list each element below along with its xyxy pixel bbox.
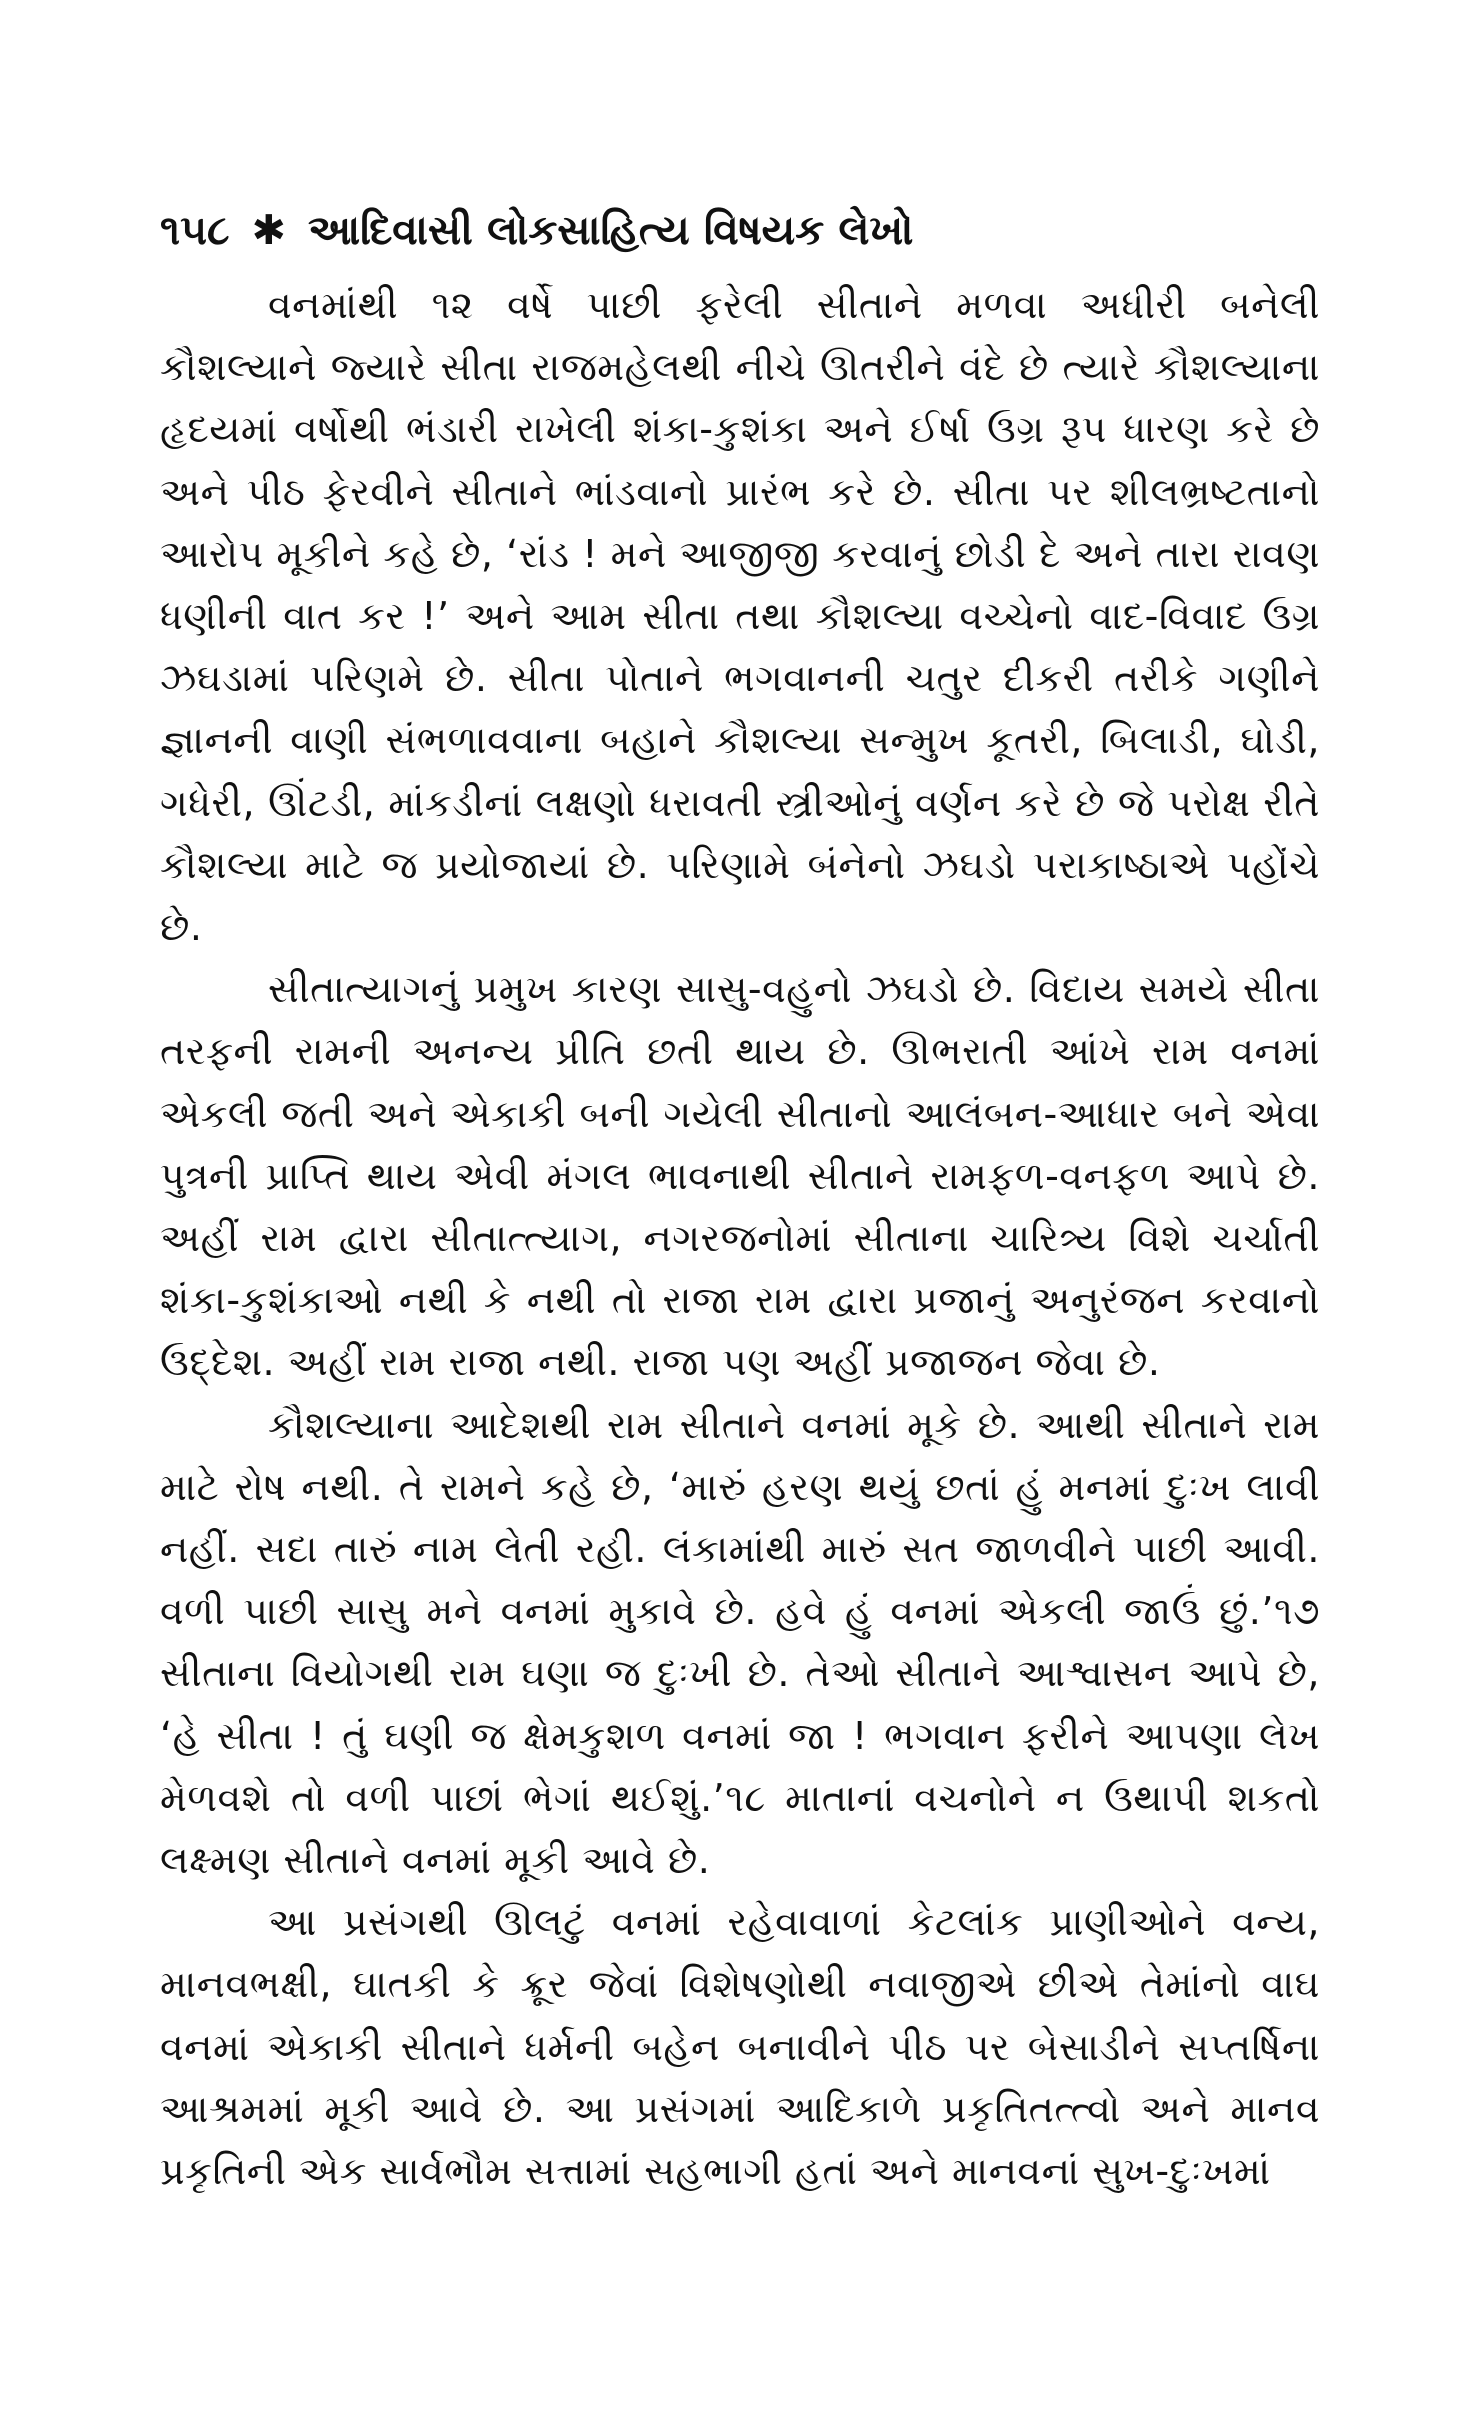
asterisk-separator-icon: ✱ <box>251 206 286 254</box>
book-page <box>160 200 1320 2202</box>
paragraph-2: સીતાત્યાગનું પ્રમુખ કારણ સાસુ-વહુનો ઝઘડો છે. વિદાય સમયે સીતા તરફની રામની અનન્ય પ્રીતિ છતી થાય છે. ઊભરાતી આંખે રામ વનમાં એકલી જતી અને એકાકી બની ગયેલી સીતાનો આલંબન-આધાર બને એવા પુત્રની પ્રાપ્તિ થાય એવી મંગલ ભાવનાથી સીતાને રામફળ-વનફળ આપે છે. અહીં રામ દ્વારા સીતાત્ત્યાગ, નગરજનોમાં સીતાના ચારિત્ર્ય વિશે ચર્ચાતી શંકા-કુશંકાઓ નથી કે નથી તો રાજા રામ દ્વારા પ્રજાનું અનુરંજન કરવાનો ઉદ્દેશ. અહીં રામ રાજા નથી. રાજા પણ અહીં પ્રજાજન જેવા છે. <box>160 967 1320 1385</box>
paragraph-1: વનમાંથી ૧૨ વર્ષે પાછી ફરેલી સીતાને મળવા અધીરી બનેલી કૌશલ્યાને જ્યારે સીતા રાજમહેલથી નીચે ઊતરીને વંદે છે ત્યારે કૌશલ્યાના હૃદયમાં વર્ષોથી ભંડારી રાખેલી શંકા-કુશંકા અને ઈર્ષા ઉગ્ર રૂપ ધારણ કરે છે અને પીઠ ફેરવીને સીતાને ભાંડવાનો પ્રારંભ કરે છે. સીતા પર શીલભ્રષ્ટતાનો આરોપ મૂકીને કહે છે, ‘રાંડ ! મને આજીજી કરવાનું છોડી દે અને તારા રાવણ ધણીની વાત કર !’ અને આમ સીતા તથા કૌશલ્યા વચ્ચેનો વાદ-વિવાદ ઉગ્ર ઝઘડામાં પરિણમે છે. સીતા પોતાને ભગવાનની ચતુર દીકરી તરીકે ગણીને જ્ઞાનની વાણી સંભળાવવાના બહાને કૌશલ્યા સન્મુખ કૂતરી, બિલાડી, ઘોડી, ગધેરી, ઊંટડી, માંકડીનાં લક્ષણો ધરાવતી સ્ત્રીઓનું વર્ણન કરે છે જે પરોક્ષ રીતે કૌશલ્યા માટે જ પ્રયોજાયાં છે. પરિણામે બંનેનો ઝઘડો પરાકાષ્ઠાએ પહોંચે છે. <box>160 283 1320 950</box>
body-text <box>160 274 1320 2202</box>
running-header <box>160 200 1320 260</box>
paragraph-4: આ પ્રસંગથી ઊલટું વનમાં રહેવાવાળાં કેટલાંક પ્રાણીઓને વન્ય, માનવભક્ષી, ઘાતકી કે ક્રૂર જેવાં વિશેષણોથી નવાજીએ છીએ તેમાંનો વાઘ વનમાં એકાકી સીતાને ધર્મની બહેન બનાવીને પીઠ પર બેસાડીને સપ્તર્ષિના આશ્રમમાં મૂકી આવે છે. આ પ્રસંગમાં આદિકાળે પ્રકૃતિતત્ત્વો અને માનવ પ્રકૃતિની એક સાર્વભૌમ સત્તામાં સહભાગી હતાં અને માનવનાં સુખ-દુઃખમાં <box>160 1900 1320 2194</box>
running-title: આદિવાસી લોકસાહિત્ય વિષયક લેખો <box>307 206 914 254</box>
page-number: ૧૫૮ <box>160 206 230 254</box>
paragraph-3: કૌશલ્યાના આદેશથી રામ સીતાને વનમાં મૂકે છે. આથી સીતાને રામ માટે રોષ નથી. તે રામને કહે છે, ‘મારું હરણ થયું છતાં હું મનમાં દુઃખ લાવી નહીં. સદા તારું નામ લેતી રહી. લંકામાંથી મારું સત જાળવીને પાછી આવી. વળી પાછી સાસુ મને વનમાં મુકાવે છે. હવે હું વનમાં એકલી જાઉં છું.’૧૭ સીતાના વિયોગથી રામ ઘણા જ દુઃખી છે. તેઓ સીતાને આશ્વાસન આપે છે, ‘હે સીતા ! તું ઘણી જ ક્ષેમકુશળ વનમાં જા ! ભગવાન ફરીને આપણા લેખ મેળવશે તો વળી પાછાં ભેગાં થઈશું.’૧૮ માતાનાં વચનોને ન ઉથાપી શકતો લક્ષ્મણ સીતાને વનમાં મૂકી આવે છે. <box>160 1402 1320 1883</box>
